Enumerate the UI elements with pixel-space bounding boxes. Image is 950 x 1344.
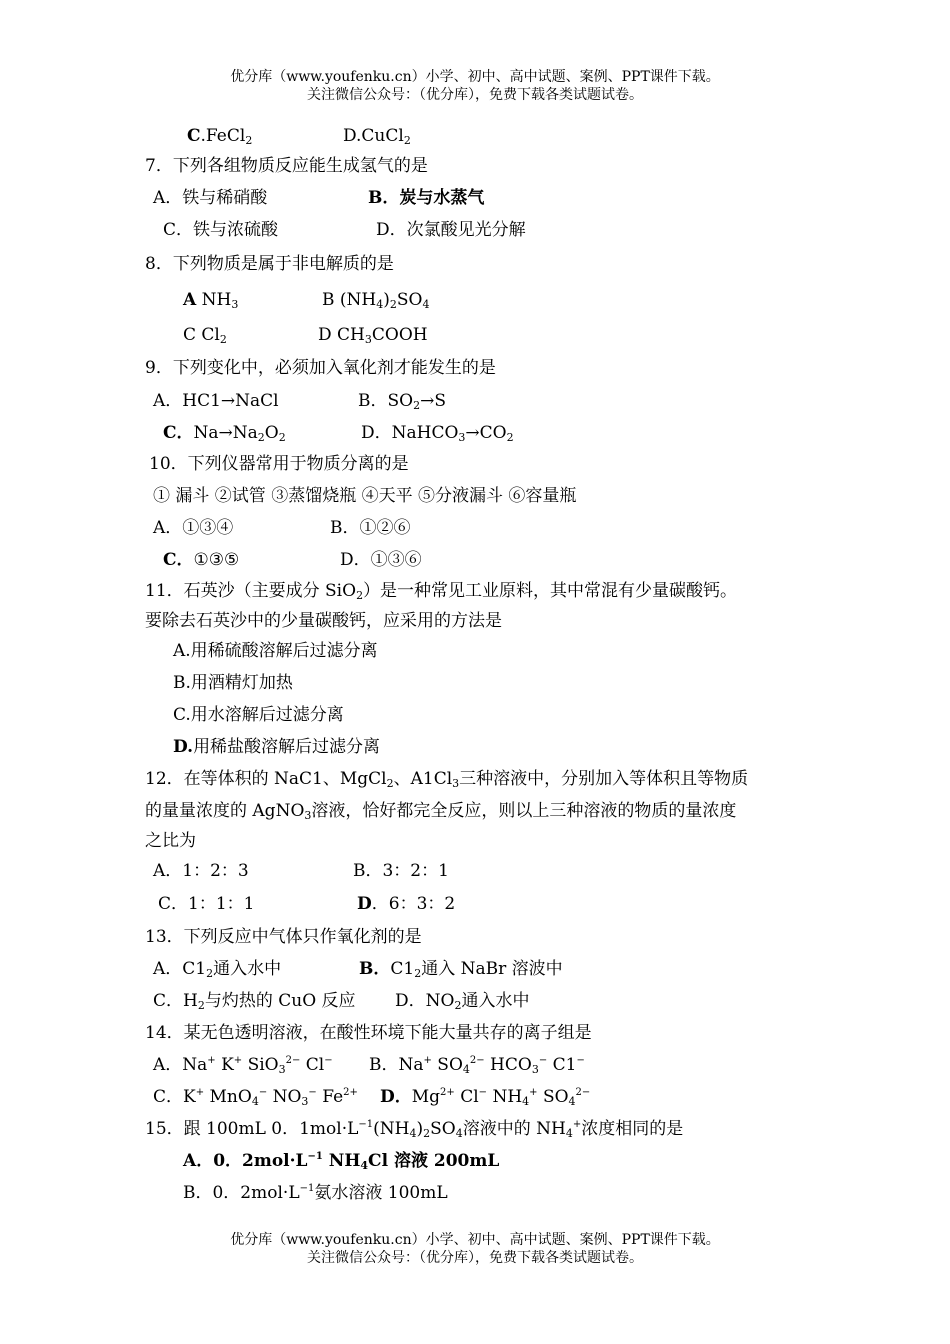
q14-option-d — [380, 1086, 590, 1108]
q11-stem-line-2: 要除去石英沙中的少量碳酸钙，应采用的方法是 — [145, 611, 502, 631]
q8-option-d-text: D CH — [318, 325, 365, 345]
q15-stem-sub3: 4 — [455, 1127, 463, 1140]
q15-stem-d: SO — [430, 1119, 456, 1139]
q14-a-m1: K — [215, 1055, 234, 1075]
q13-option-b-text: C1 — [390, 959, 415, 979]
q12-l1-a: 12．在等体积的 NaC1、MgCl — [145, 769, 387, 789]
q8-option-b-post: SO — [396, 290, 423, 310]
q12-l1-c: 三种溶液中，分别加入等体积且等物质 — [459, 769, 749, 789]
q10-items: ① 漏斗 ②试管 ③蒸馏烧瓶 ④天平 ⑤分液漏斗 ⑥容量瓶 — [153, 486, 577, 506]
q14-a-m3: Cl — [300, 1055, 325, 1075]
q14-d-letter: D． — [380, 1087, 412, 1107]
q8-option-b-sub2: 2 — [389, 298, 397, 311]
q13-option-d-sub: 2 — [454, 999, 462, 1012]
q8-option-d-sub: 3 — [364, 333, 372, 346]
q15-stem-sub4: 4 — [565, 1127, 573, 1140]
q7-stem: 7．下列各组物质反应能生成氢气的是 — [145, 156, 428, 176]
q10-option-a: A．①③④ — [153, 518, 234, 538]
q8-option-b-sub1: 4 — [376, 298, 384, 311]
q7-option-c: C．铁与浓硫酸 — [163, 220, 279, 240]
q9-option-a: A．HC1→NaCl — [153, 391, 279, 411]
q14-c-m2: NO — [267, 1087, 302, 1107]
q15-stem-sub2: 2 — [423, 1127, 431, 1140]
q14-option-c — [153, 1086, 358, 1108]
q9-option-d — [361, 422, 514, 444]
q9-option-d-sub1: 3 — [458, 431, 466, 444]
q9-option-c-sub1: 2 — [257, 431, 265, 444]
q12-l1-b: 、A1Cl — [393, 769, 453, 789]
q6-option-d-sub: 2 — [403, 134, 411, 147]
q12-l2-b: 溶液，恰好都完全反应，则以上三种溶液的物质的量浓度 — [311, 801, 737, 821]
q15-a-mid: NH — [322, 1151, 361, 1171]
q12-option-b: B．3：2：1 — [353, 861, 449, 881]
q14-a-s1: + — [207, 1055, 216, 1066]
q12-l1-sub2: 3 — [452, 777, 460, 790]
q8-stem: 8．下列物质是属于非电解质的是 — [145, 254, 394, 274]
q12-option-d-letter: D — [357, 894, 372, 914]
q10-option-c-letter: C． — [163, 550, 194, 570]
q15-option-b — [183, 1182, 448, 1204]
q11-stem-text: 11．石英沙（主要成分 SiO — [145, 581, 357, 601]
q14-d-s2: − — [478, 1087, 488, 1098]
q15-a-pre: A．0．2mol·L — [183, 1151, 308, 1171]
q10-option-c-text: ①③⑤ — [193, 550, 240, 570]
q13-option-a — [153, 958, 281, 980]
q9-option-b-text: B．SO — [358, 391, 414, 411]
q11-option-d-letter: D. — [173, 737, 194, 757]
q13-option-b — [359, 958, 563, 980]
q14-d-s3: + — [529, 1087, 538, 1098]
q8-option-a-text: NH — [196, 290, 232, 310]
q14-a-s3: 2− — [285, 1055, 301, 1066]
q11-stem-line-1 — [145, 580, 737, 602]
q14-d-sub1: 4 — [522, 1095, 530, 1108]
q14-b-s2: 2− — [469, 1055, 485, 1066]
q14-c-pre: C．K — [153, 1087, 196, 1107]
q15-stem-sub1: 4 — [409, 1127, 417, 1140]
q10-stem: 10．下列仪器常用于物质分离的是 — [149, 454, 409, 474]
q12-stem-line-3: 之比为 — [145, 831, 196, 851]
q8-option-d-post: COOH — [371, 325, 428, 345]
q9-option-b-sub: 2 — [413, 399, 421, 412]
q14-b-m1: SO — [431, 1055, 463, 1075]
q15-stem-s1: −1 — [358, 1119, 374, 1130]
q11-option-a: A.用稀硫酸溶解后过滤分离 — [173, 641, 378, 661]
q15-option-a — [183, 1150, 499, 1172]
q6-option-d — [343, 125, 411, 147]
q6-option-c-sub: 2 — [245, 134, 253, 147]
q14-b-m3: C1 — [547, 1055, 577, 1075]
q15-a-s1: −1 — [307, 1151, 323, 1162]
q15-stem — [145, 1118, 683, 1140]
q14-c-s1: + — [195, 1087, 205, 1098]
q8-option-a-letter: A — [183, 290, 197, 310]
q15-stem-e: 溶液中的 NH — [462, 1119, 566, 1139]
q14-b-pre: B．Na — [369, 1055, 424, 1075]
page-footer-line-1: 优分库（www.youfenku.cn）小学、初中、高中试题、案例、PPT课件下载。 — [230, 1232, 720, 1248]
q12-l2-a: 的量量浓度的 AgNO — [145, 801, 305, 821]
q9-option-c-letter: C． — [163, 423, 194, 443]
q14-c-m3: Fe — [316, 1087, 344, 1107]
q12-l2-sub1: 3 — [304, 809, 312, 822]
q12-option-d — [357, 893, 455, 915]
q13-option-b-post: 通入 NaBr 溶波中 — [421, 959, 563, 979]
q8-option-c — [183, 324, 227, 346]
q13-option-a-text: A．C1 — [153, 959, 207, 979]
q15-a-post: Cl 溶液 200mL — [368, 1151, 500, 1171]
q7-option-b: B．炭与水蒸气 — [368, 188, 485, 208]
q8-option-b-text: B (NH — [322, 290, 377, 310]
q14-a-s4: − — [324, 1055, 333, 1066]
q6-option-d-text: D.CuCl — [343, 126, 404, 146]
q11-option-b: B.用酒精灯加热 — [173, 673, 293, 693]
q11-stem-post: ）是一种常见工业原料，其中常混有少量碳酸钙。 — [363, 581, 738, 601]
q11-option-d-text: 用稀盐酸溶解后过滤分离 — [193, 737, 381, 757]
q15-a-sub: 4 — [360, 1159, 369, 1172]
q13-option-b-sub: 2 — [414, 967, 422, 980]
q6-option-c-text: .FeCl — [200, 126, 246, 146]
q14-c-sub1: 4 — [251, 1095, 259, 1108]
q14-d-pre: Mg — [411, 1087, 441, 1107]
q14-d-m1: Cl — [454, 1087, 479, 1107]
q10-option-d: D．①③⑥ — [340, 550, 422, 570]
q9-stem: 9．下列变化中，必须加入氧化剂才能发生的是 — [145, 358, 496, 378]
q12-option-c: C．1：1：1 — [158, 894, 255, 914]
q13-option-c — [153, 990, 356, 1012]
q14-b-sub2: 3 — [531, 1063, 539, 1076]
q14-option-a — [153, 1054, 333, 1076]
q14-option-b — [369, 1054, 585, 1076]
q8-option-a-sub: 3 — [231, 298, 239, 311]
q14-d-s1: 2+ — [440, 1087, 455, 1098]
q14-d-m3: SO — [537, 1087, 569, 1107]
q13-option-c-sub: 2 — [197, 999, 205, 1012]
q9-option-c — [163, 422, 286, 444]
q14-c-s4: 2+ — [343, 1087, 358, 1098]
q6-option-c-letter: C — [187, 126, 201, 146]
q13-option-d-post: 通入水中 — [461, 991, 530, 1011]
q14-d-s4: 2− — [575, 1087, 591, 1098]
q14-a-m2: SiO — [242, 1055, 279, 1075]
q12-option-a: A．1：2：3 — [153, 861, 249, 881]
q15-stem-c: ) — [416, 1119, 424, 1139]
q12-l1-sub1: 2 — [386, 777, 394, 790]
q15-b-post: 氨水溶液 100mL — [314, 1183, 448, 1203]
q14-b-sub1: 4 — [462, 1063, 470, 1076]
q14-d-m2: NH — [487, 1087, 523, 1107]
q11-stem-sub: 2 — [356, 589, 364, 602]
page-header-line-2: 关注微信公众号：（优分库），免费下载各类试题试卷。 — [307, 87, 643, 103]
q8-option-b — [322, 289, 429, 311]
q14-b-s1: + — [423, 1055, 432, 1066]
q14-a-sub: 3 — [278, 1063, 286, 1076]
q8-option-b-sub3: 4 — [422, 298, 430, 311]
q7-option-d: D．次氯酸见光分解 — [376, 220, 526, 240]
q15-stem-f: 浓度相同的是 — [581, 1119, 684, 1139]
q11-option-d — [173, 736, 380, 758]
page-header-line-1: 优分库（www.youfenku.cn）小学、初中、高中试题、案例、PPT课件下载。 — [230, 69, 720, 85]
q8-option-c-sub: 2 — [219, 333, 227, 346]
q8-option-b-mid: ) — [383, 290, 390, 310]
q10-option-c — [163, 549, 239, 571]
q14-b-s3: − — [538, 1055, 548, 1066]
q9-option-c-mid: O — [264, 423, 279, 443]
q9-option-d-text: D．NaHCO — [361, 423, 459, 443]
q9-option-d-mid: →CO — [465, 423, 507, 443]
q14-c-m1: MnO — [204, 1087, 252, 1107]
q12-stem-line-1 — [145, 768, 748, 790]
q13-option-d-text: D．NO — [395, 991, 455, 1011]
q13-option-c-text: C．H — [153, 991, 198, 1011]
q13-option-a-post: 通入水中 — [213, 959, 282, 979]
q14-a-pre: A．Na — [153, 1055, 208, 1075]
q13-option-b-letter: B． — [359, 959, 391, 979]
q9-option-c-sub2: 2 — [278, 431, 286, 444]
q9-option-c-text: Na→Na — [193, 423, 258, 443]
page-footer-line-2: 关注微信公众号：（优分库），免费下载各类试题试卷。 — [307, 1250, 643, 1266]
q14-c-s2: − — [258, 1087, 268, 1098]
q14-c-sub2: 3 — [301, 1095, 309, 1108]
q15-stem-s2: + — [572, 1119, 582, 1130]
q9-option-b-post: →S — [420, 391, 446, 411]
q14-b-s4: − — [576, 1055, 585, 1066]
q14-b-m2: HCO — [484, 1055, 532, 1075]
q7-option-a: A．铁与稀硝酸 — [153, 188, 268, 208]
q14-c-s3: − — [308, 1087, 317, 1098]
q14-d-sub2: 4 — [568, 1095, 576, 1108]
q15-b-pre: B．0．2mol·L — [183, 1183, 300, 1203]
q9-option-d-sub2: 2 — [506, 431, 514, 444]
q13-option-d — [395, 990, 529, 1012]
q14-a-s2: + — [233, 1055, 243, 1066]
q15-stem-a: 15．跟 100mL 0．1mol·L — [145, 1119, 359, 1139]
q15-stem-b: (NH — [373, 1119, 410, 1139]
q11-option-c: C.用水溶解后过滤分离 — [173, 705, 344, 725]
q8-option-c-text: C Cl — [183, 325, 220, 345]
q9-option-b — [358, 390, 446, 412]
q12-stem-line-2 — [145, 800, 736, 822]
q14-stem: 14．某无色透明溶液，在酸性环境下能大量共存的离子组是 — [145, 1023, 592, 1043]
q10-option-b: B．①②⑥ — [330, 518, 411, 538]
q8-option-a — [183, 289, 238, 311]
q13-option-c-post: 与灼热的 CuO 反应 — [204, 991, 356, 1011]
q6-option-c — [187, 125, 252, 147]
q12-option-d-text: ．6：3：2 — [371, 894, 456, 914]
q13-option-a-sub: 2 — [206, 967, 214, 980]
q13-stem: 13．下列反应中气体只作氧化剂的是 — [145, 927, 422, 947]
q8-option-d — [318, 324, 428, 346]
q15-b-s1: −1 — [299, 1183, 315, 1194]
